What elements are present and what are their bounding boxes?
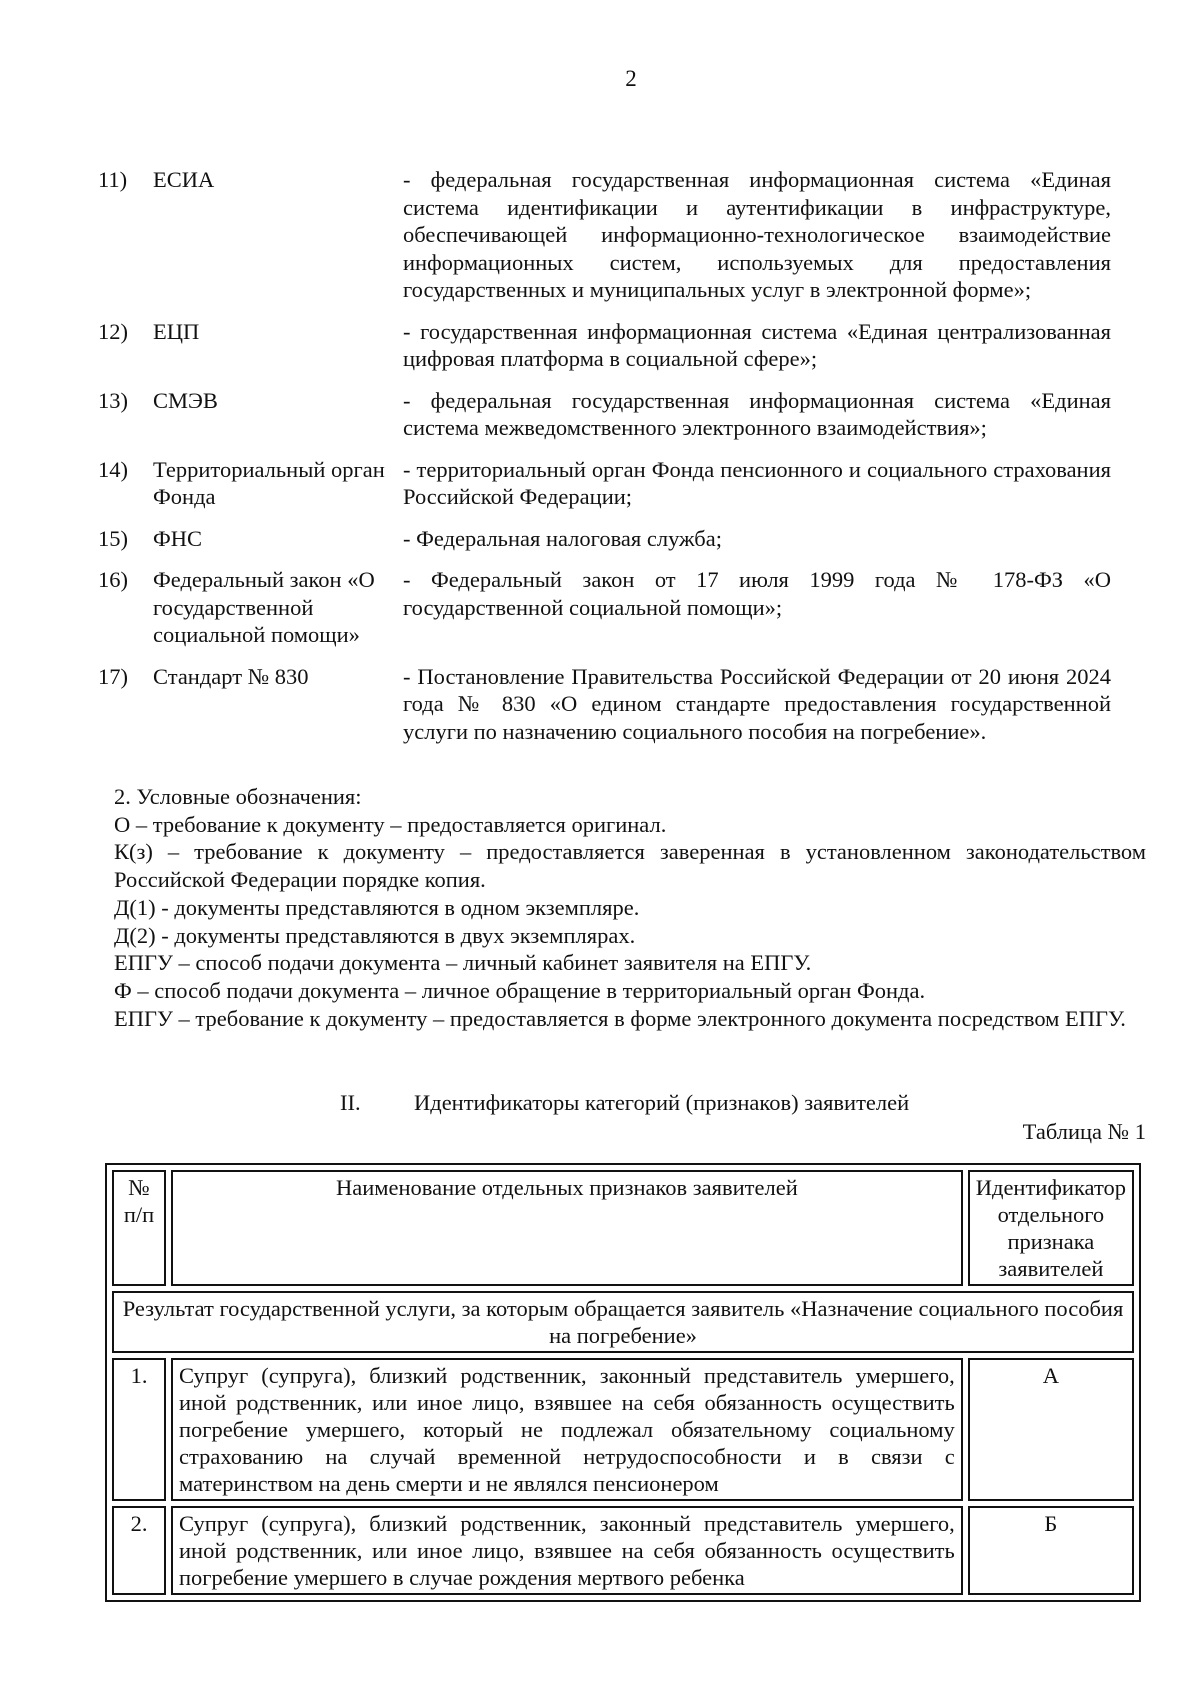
header-number: № п/п — [112, 1170, 166, 1286]
applicant-categories-table — [105, 1163, 1141, 1602]
legend-line: Д(2) - документы представляются в двух экземплярах. — [114, 922, 636, 948]
definition-term: ФНС — [153, 525, 203, 551]
page-number: 2 — [625, 66, 637, 91]
definition-text: - государственная информационная система «Единая централизованная цифровая платформа в социальной сфере»; — [403, 318, 1111, 371]
row-name: Супруг (супруга), близкий родственник, законный представитель умершего, иной родственник, или иное лицо, взявшее на себя обязанность осуществить погребение умершего, который не подлежал обязательному социальному страхованию на случай временной нетрудоспособности и в связи с материнством на день смерти и не являлся пенсионером — [171, 1358, 963, 1501]
group-row-text: Результат государственной услуги, за которым обращается заявитель «Назначение социального пособия на погребение» — [112, 1291, 1134, 1353]
definition-item — [98, 566, 1111, 649]
legend-line: ЕПГУ – способ подачи документа – личный кабинет заявителя на ЕПГУ. — [114, 950, 812, 976]
definition-item — [98, 525, 1108, 553]
table-row — [112, 1358, 1134, 1501]
table-group-row — [112, 1291, 1134, 1353]
table-row — [112, 1506, 1134, 1595]
definition-item — [98, 456, 1111, 511]
definition-term: Федеральный закон «О государственной социальной помощи» — [153, 567, 375, 647]
row-number: 2. — [112, 1506, 166, 1595]
header-name: Наименование отдельных признаков заявителей — [171, 1170, 963, 1286]
legend-section — [114, 783, 1146, 1032]
table-label: Таблица № 1 — [1022, 1119, 1146, 1144]
definition-text: - территориальный орган Фонда пенсионного и социального страхования Российской Федерации; — [403, 456, 1111, 509]
section-title: Идентификаторы категорий (признаков) заявителей — [414, 1090, 910, 1115]
definition-term: ЕСИА — [153, 167, 215, 192]
legend-title: 2. Условные обозначения: — [114, 784, 362, 809]
definition-number: 15) — [98, 525, 128, 551]
definition-item — [98, 663, 1111, 746]
definition-number: 11) — [98, 167, 128, 192]
definition-number: 16) — [98, 567, 128, 592]
definition-number: 13) — [98, 387, 128, 413]
row-identifier: Б — [968, 1506, 1134, 1595]
definition-text: - федеральная государственная информационная система «Единая система идентификации и аутентификации в инфраструктуре, обеспечивающей информационно-технологическое взаимодействие информационных систем, используемых для предоставления государственных и муниципальных услуг в электронной форме»; — [403, 167, 1111, 302]
table-header-row — [112, 1170, 1134, 1286]
definition-term: ЕЦП — [153, 318, 200, 344]
legend-line: О – требование к документу – предоставляется оригинал. — [114, 811, 667, 837]
definition-term: Территориальный орган Фонда — [153, 456, 385, 509]
definition-term: СМЭВ — [153, 387, 218, 413]
definitions-list — [98, 166, 1111, 759]
definition-number: 12) — [98, 318, 128, 344]
row-name: Супруг (супруга), близкий родственник, законный представитель умершего, иной родственник, или иное лицо, взявшее на себя обязанность осуществить погребение умершего в случае рождения мертвого ребенка — [171, 1506, 963, 1595]
section-heading — [340, 1090, 909, 1116]
definition-number: 14) — [98, 456, 128, 482]
header-identifier: Идентификатор отдельного признака заявителей — [968, 1170, 1134, 1286]
definition-text: - Постановление Правительства Российской Федерации от 20 июня 2024 года № 830 «О едином стандарте предоставления государственной услуги по назначению социального пособия на погребение». — [403, 663, 1111, 744]
definition-text: - Федеральная налоговая служба; — [403, 525, 722, 551]
definition-item — [98, 318, 1111, 373]
legend-line: Ф – способ подачи документа – личное обращение в территориальный орган Фонда. — [114, 977, 926, 1003]
row-identifier: А — [968, 1358, 1134, 1501]
definition-term: Стандарт № 830 — [153, 663, 309, 689]
definition-text: - федеральная государственная информационная система «Единая система межведомственного электронного взаимодействия»; — [403, 387, 1111, 440]
definition-item — [98, 166, 1111, 304]
legend-line: ЕПГУ – требование к документу – предоставляется в форме электронного документа посредством ЕПГУ. — [114, 1005, 1126, 1031]
definition-item — [98, 387, 1111, 442]
legend-line: Д(1) - документы представляются в одном экземпляре. — [114, 894, 640, 920]
section-number: II. — [340, 1090, 361, 1115]
legend-line: К(з) – требование к документу – предоставляется заверенная в установленном законодательством Российской Федерации порядке копия. — [114, 839, 1146, 893]
definition-number: 17) — [98, 663, 128, 689]
definition-text: - Федеральный закон от 17 июля 1999 года № 178-ФЗ «О государственной социальной помощи»; — [403, 567, 1111, 620]
row-number: 1. — [112, 1358, 166, 1501]
